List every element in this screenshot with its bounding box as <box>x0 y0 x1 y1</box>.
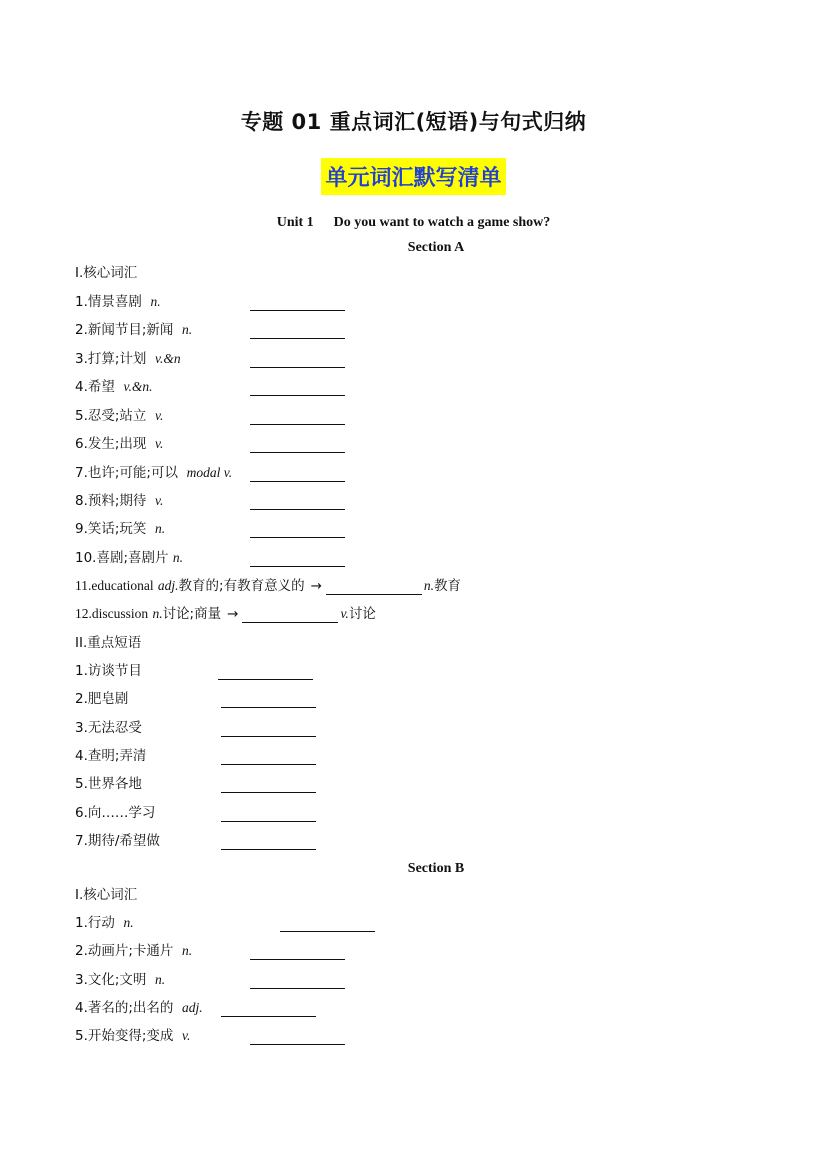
answer-blank[interactable] <box>250 988 345 989</box>
answer-blank[interactable] <box>250 338 345 339</box>
list-item: 3.打算;计划 v.&n <box>75 351 181 367</box>
banner-container <box>0 158 827 195</box>
answer-blank[interactable] <box>280 931 375 932</box>
list-item: 6.向……学习 <box>75 805 156 821</box>
list-item: 5.忍受;站立 v. <box>75 408 164 424</box>
list-item: 2.肥皂剧 <box>75 691 129 707</box>
list-item: 2.新闻节目;新闻 n. <box>75 322 193 338</box>
answer-blank[interactable] <box>221 764 316 765</box>
list-item: 10.喜剧;喜剧片 n. <box>75 550 183 566</box>
list-item: 9.笑话;玩笑 n. <box>75 521 166 537</box>
list-item: 1.访谈节目 <box>75 663 142 679</box>
list-item: 4.查明;弄清 <box>75 748 147 764</box>
answer-blank[interactable] <box>221 821 316 822</box>
arrow-icon: → <box>227 606 239 622</box>
answer-blank[interactable] <box>221 736 316 737</box>
page-title: 专题 01 重点词汇(短语)与句式归纳 <box>240 110 587 134</box>
unit-title: Do you want to watch a game show? <box>333 215 551 230</box>
answer-blank[interactable] <box>250 1044 345 1045</box>
list-item: 3.无法忍受 <box>75 720 142 736</box>
list-item: 6.发生;出现 v. <box>75 436 164 452</box>
list-item: 7.也许;可能;可以 modal v. <box>75 465 233 481</box>
section-a-part2-heading: II.重点短语 <box>75 635 142 651</box>
answer-blank[interactable] <box>250 424 345 425</box>
answer-blank[interactable] <box>218 679 313 680</box>
section-a-heading: Section A <box>407 240 465 255</box>
section-b-part1-heading: I.核心词汇 <box>75 887 138 903</box>
answer-blank[interactable] <box>221 849 316 850</box>
answer-blank[interactable] <box>250 310 345 311</box>
section-b-heading: Section B <box>407 861 465 876</box>
answer-blank[interactable] <box>250 566 345 567</box>
answer-blank[interactable] <box>250 537 345 538</box>
answer-blank[interactable] <box>250 395 345 396</box>
list-item: 5.开始变得;变成 v. <box>75 1028 191 1044</box>
answer-blank[interactable] <box>250 509 345 510</box>
answer-blank[interactable] <box>242 608 338 623</box>
list-item: 2.动画片;卡通片 n. <box>75 943 193 959</box>
answer-blank[interactable] <box>250 452 345 453</box>
answer-blank[interactable] <box>221 1016 316 1017</box>
list-item: 11.educational adj.教育的;有教育意义的 → n.教育 <box>75 578 462 594</box>
unit-heading <box>0 215 827 231</box>
answer-blank[interactable] <box>326 580 422 595</box>
unit-label: Unit 1 <box>276 215 314 230</box>
banner-title: 单元词汇默写清单 <box>321 158 505 195</box>
answer-blank[interactable] <box>221 707 316 708</box>
answer-blank[interactable] <box>250 481 345 482</box>
section-a-part1-heading: I.核心词汇 <box>75 265 138 281</box>
list-item: 7.期待/希望做 <box>75 833 160 849</box>
list-item: 1.情景喜剧 n. <box>75 294 161 310</box>
list-item: 4.希望 v.&n. <box>75 379 153 395</box>
answer-blank[interactable] <box>250 959 345 960</box>
arrow-icon: → <box>310 578 322 594</box>
answer-blank[interactable] <box>250 367 345 368</box>
list-item: 4.著名的;出名的 adj. <box>75 1000 203 1016</box>
list-item: 5.世界各地 <box>75 776 142 792</box>
list-item: 12.discussion n.讨论;商量 → v.讨论 <box>75 606 376 622</box>
answer-blank[interactable] <box>221 792 316 793</box>
list-item: 3.文化;文明 n. <box>75 972 166 988</box>
list-item: 1.行动 n. <box>75 915 134 931</box>
list-item: 8.预料;期待 v. <box>75 493 164 509</box>
